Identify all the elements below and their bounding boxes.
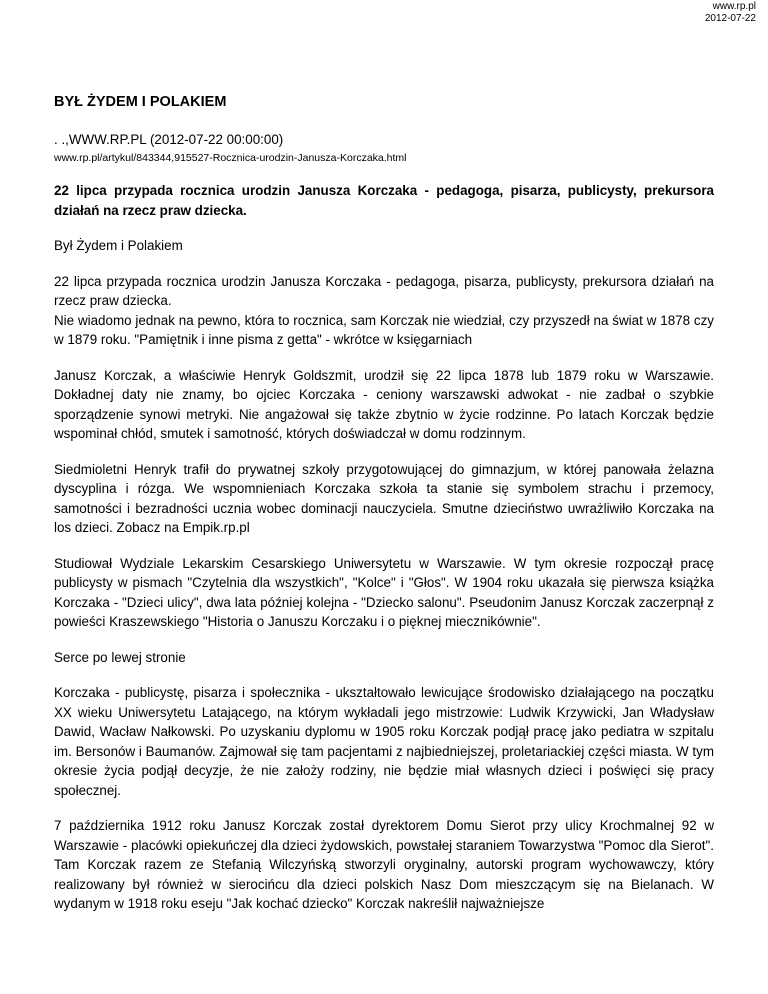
paragraph-2: Janusz Korczak, a właściwie Henryk Goldszmit, urodził się 22 lipca 1878 lub 1879 roku w Warszawie. Dokładnej daty nie znamy, bo ojciec Korczaka - ceniony warszawski adwokat - nie zadbał o szybkie sporządzenie synowi metryki. Nie angażował się także zbytnio w życie rodzinne. Po latach Korczak będzie wspominał chłód, smutek i samotność, których doświadczał w domu rodzinnym.	[54, 367, 714, 441]
paragraph-1-line-b: Nie wiadomo jednak na pewno, która to rocznica, sam Korczak nie wiedział, czy przyszedł na świat w 1878 czy w 1879 roku. "Pamiętnik i inne pisma z getta" - wkrótce w księgarniach	[54, 312, 714, 347]
paragraph-1-line-a: 22 lipca przypada rocznica urodzin Janusza Korczaka - pedagoga, pisarza, publicysty, prekursora działań na rzecz praw dziecka.	[54, 273, 714, 308]
page-header-meta	[705, 1, 756, 25]
article-lead: 22 lipca przypada rocznica urodzin Janusza Korczaka - pedagoga, pisarza, publicysty, prekursora działań na rzecz praw dziecka.	[54, 183, 714, 218]
paragraph-4: Studiował Wydziale Lekarskim Cesarskiego Uniwersytetu w Warszawie. W tym okresie rozpoczął pracę publicysty w pismach "Czytelnia dla wszystkich", "Kolce" i "Głos". W 1904 roku ukazała się pierwsza książka Korczaka - "Dzieci ulicy", dwa lata później kolejna - "Dziecko salonu". Pseudonim Janusz Korczak zaczerpnął z powieści Kraszewskiego "Historia o Januszu Korczaku i o pięknej miecznikównie".	[54, 555, 714, 629]
article-source: . .,WWW.RP.PL (2012-07-22 00:00:00)	[54, 131, 284, 147]
paragraph-5: Korczaka - publicystę, pisarza i społecznika - ukształtowało lewicujące środowisko działającego na początku XX wieku Uniwersytetu Latającego, na którym wykładali jego mistrzowie: Ludwik Krzywicki, Jan Władysław Dawid, Wacław Nałkowski. Po uzyskaniu dyplomu w 1905 roku Korczak podjął pracę jako pediatra w szpitalu im. Bersonów i Baumanów. Zajmował się tam pacjentami z najbiedniejszej, proletariackiej części miasta. W tym okresie życia podjął decyzje, że nie założy rodziny, nie będzie miał własnych dzieci i poświęci się pracy społecznej.	[54, 685, 714, 798]
header-date: 2012-07-22	[704, 13, 756, 24]
article	[54, 93, 714, 930]
paragraph-3: Siedmioletni Henryk trafił do prywatnej szkoły przygotowującej do gimnazjum, w której panowała żelazna dyscyplina i rózga. We wspomnieniach Korczaka szkoła ta stanie się symbolem strachu i przemocy, samotności i bezradności ucznia wobec dominacji nauczyciela. Smutne dzieciństwo uwrażliwiło Korczaka na los dzieci. Zobacz na Empik.rp.pl	[54, 461, 714, 535]
header-site: www.rp.pl	[712, 1, 756, 12]
article-url: www.rp.pl/artykul/843344,915527-Rocznica-urodzin-Janusza-Korczaka.html	[54, 152, 407, 164]
subtitle-2: Serce po lewej stronie	[54, 649, 186, 665]
paragraph-6: 7 października 1912 roku Janusz Korczak został dyrektorem Domu Sierot przy ulicy Krochmalnej 92 w Warszawie - placówki opiekuńczej dla dzieci żydowskich, powstałej staraniem Towarzystwa "Pomoc dla Sierot". Tam Korczak razem ze Stefanią Wilczyńską stworzyli oryginalny, autorski program wychowawczy, który realizowany był również w sierocińcu dla dzieci polskich Nasz Dom mieszczącym się na Bielanach. W wydanym w 1918 roku eseju "Jak kochać dziecko" Korczak nakreślił najważniejsze	[54, 818, 714, 911]
paragraph-1	[54, 272, 714, 350]
subtitle-1: Był Żydem i Polakiem	[54, 238, 183, 253]
article-title: BYŁ ŻYDEM I POLAKIEM	[54, 94, 227, 110]
